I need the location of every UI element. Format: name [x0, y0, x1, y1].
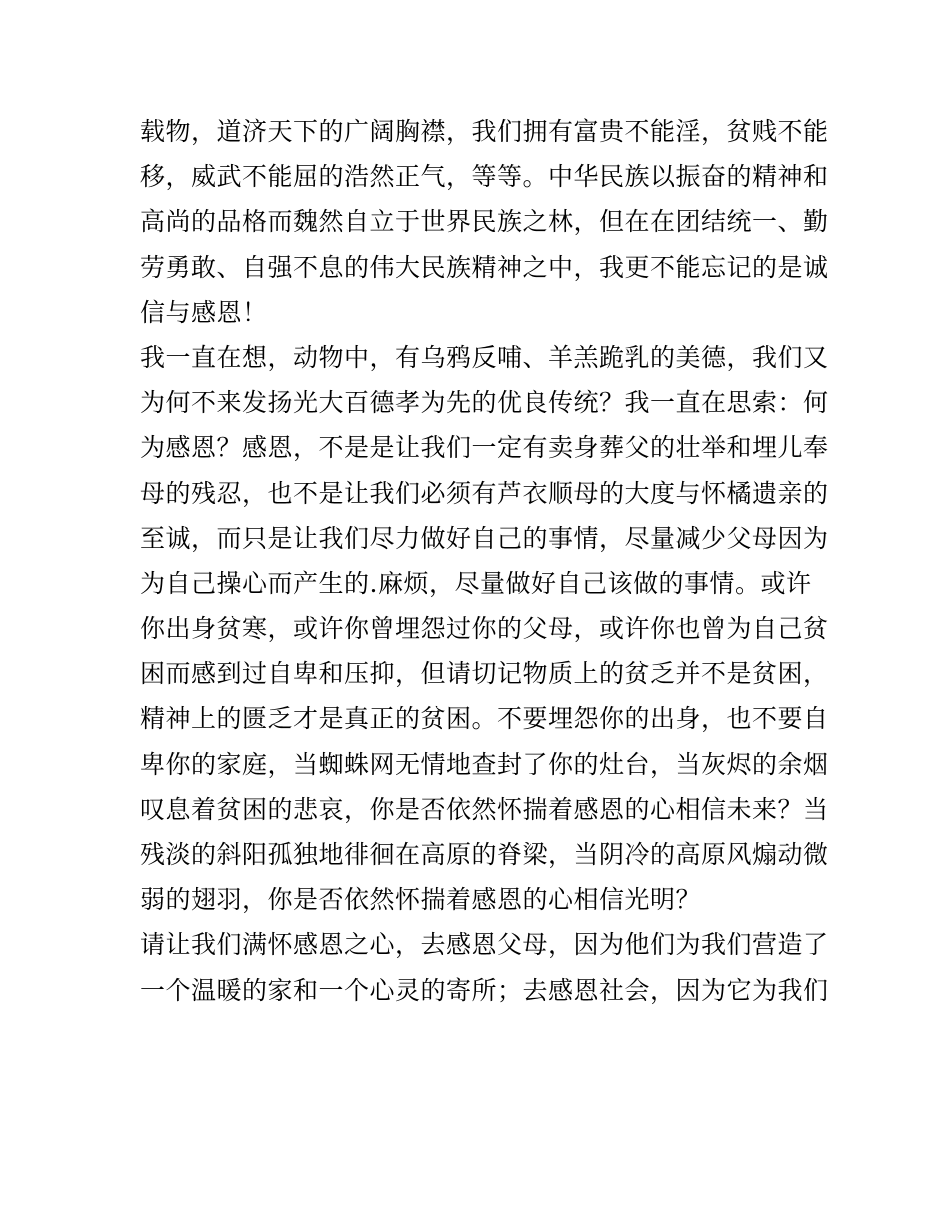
text-line: 叹息着贫困的悲哀，你是否依然怀揣着感恩的心相信未来？当	[140, 794, 829, 824]
text-line: 为自己操心而产生的.麻烦，尽量做好自己该做的事情。或许	[140, 568, 812, 598]
text-line: 载物，道济天下的广阔胸襟，我们拥有富贵不能淫，贫贱不能	[140, 117, 829, 146]
text-line: 请让我们满怀感恩之心，去感恩父母，因为他们为我们营造了	[140, 930, 829, 960]
text-line: 卑你的家庭，当蜘蛛网无情地查封了你的灶台，当灰烬的余烟	[140, 749, 829, 779]
text-line: 劳勇敢、自强不息的伟大民族精神之中，我更不能忘记的是诚	[140, 252, 829, 282]
text-line: 为感恩？感恩，不是是让我们一定有卖身葬父的壮举和埋儿奉	[140, 433, 829, 463]
body-text	[140, 109, 829, 1013]
text-line: 高尚的品格而魏然自立于世界民族之林，但在在团结统一、勤	[140, 207, 829, 237]
text-line: 母的残忍，也不是让我们必须有芦衣顺母的大度与怀橘遗亲的	[140, 478, 829, 508]
text-line: 一个温暖的家和一个心灵的寄所；去感恩社会，因为它为我们	[140, 975, 829, 1005]
text-line: 困而感到过自卑和压抑，但请切记物质上的贫乏并不是贫困，	[140, 659, 829, 689]
text-line: 为何不来发扬光大百德孝为先的优良传统？我一直在思索：何	[140, 388, 829, 418]
text-line: 移，威武不能屈的浩然正气，等等。中华民族以振奋的精神和	[140, 162, 829, 192]
text-line: 至诚，而只是让我们尽力做好自己的事情，尽量减少父母因为	[140, 523, 829, 553]
text-line: 弱的翅羽，你是否依然怀揣着感恩的心相信光明？	[140, 885, 702, 915]
text-line: 残淡的斜阳孤独地徘徊在高原的脊梁，当阴冷的高原风煽动微	[140, 840, 829, 869]
text-line: 你出身贫寒，或许你曾埋怨过你的父母，或许你也曾为自己贫	[140, 614, 829, 644]
text-line: 信与感恩！	[140, 297, 268, 327]
text-line: 精神上的匮乏才是真正的贫困。不要埋怨你的出身，也不要自	[140, 704, 829, 734]
text-line: 我一直在想，动物中，有乌鸦反哺、羊羔跪乳的美德，我们又	[140, 342, 829, 372]
